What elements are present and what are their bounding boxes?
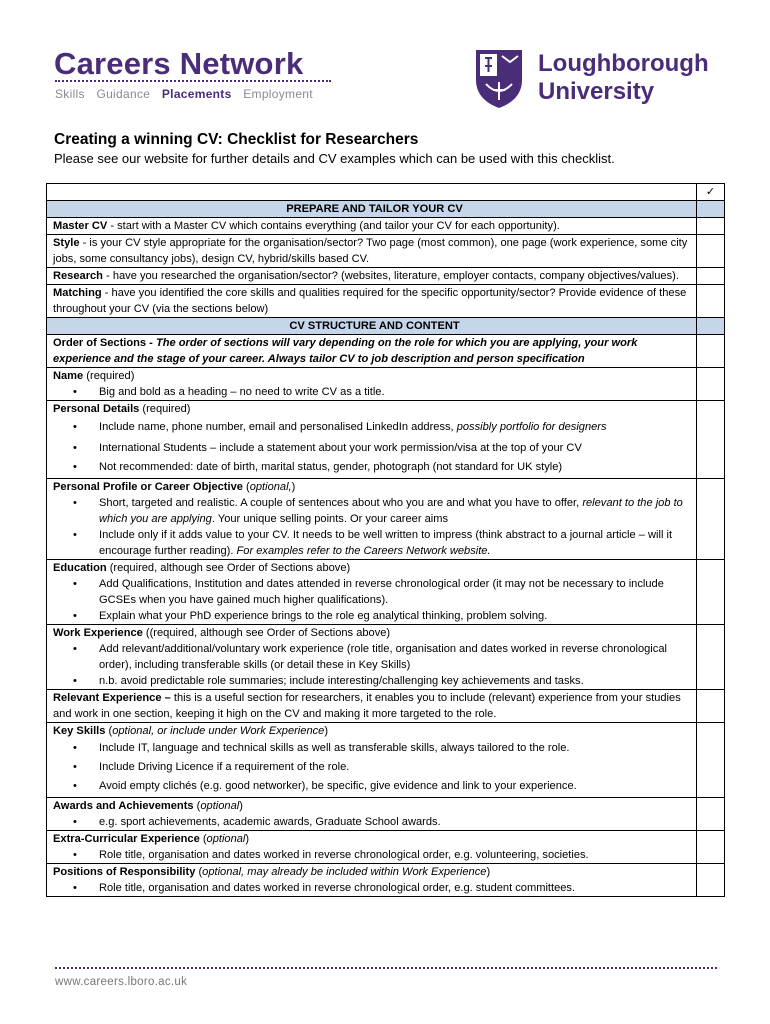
bullet-list	[53, 418, 696, 475]
item-text: (	[105, 725, 113, 737]
bullet-list	[53, 880, 696, 896]
section-tick-cell	[697, 318, 725, 335]
tick-box[interactable]	[697, 479, 725, 560]
tick-box[interactable]	[697, 285, 725, 318]
bullet-list	[53, 384, 696, 400]
item-title: Order of Sections -	[53, 337, 156, 349]
item-text: ((required, although see Order of Sections above)	[142, 627, 391, 639]
bullet-list	[53, 576, 696, 624]
item-personal-details	[47, 401, 697, 479]
list-item: • Big and bold as a heading – no need to write CV as a title.	[53, 384, 696, 400]
section-title-structure: CV STRUCTURE AND CONTENT	[47, 318, 697, 335]
item-text: (	[195, 866, 203, 878]
university-name-line1: Loughborough	[538, 50, 709, 77]
tick-box[interactable]	[697, 831, 725, 864]
item-title: Personal Profile or Career Objective	[53, 481, 243, 493]
tick-box[interactable]	[697, 268, 725, 285]
table-row	[47, 268, 725, 285]
table-row	[47, 479, 725, 560]
item-text: )	[486, 866, 491, 878]
tick-box[interactable]	[697, 690, 725, 723]
tick-box[interactable]	[697, 401, 725, 479]
item-relevant-experience	[47, 690, 697, 723]
list-item-italic: possibly portfolio for designers	[456, 421, 607, 433]
list-item: • Include Driving Licence if a requirement of the role.	[53, 759, 696, 775]
item-italic: optional	[200, 800, 240, 812]
item-positions	[47, 864, 697, 897]
item-text: this is a useful section for researchers, it enables you to include (relevant) experience from your studies and work in one section, keeping it high on the CV and making it more targeted to the role.	[53, 692, 681, 720]
bullet-list	[53, 740, 696, 794]
bullet-list	[53, 814, 696, 830]
document-subtitle: Please see our website for further details and CV examples which can be used with this checklist.	[54, 151, 615, 166]
logo-dotted-rule	[55, 80, 331, 82]
item-title: Work Experience	[53, 627, 143, 639]
item-personal-profile	[47, 479, 697, 560]
tagline-placements: Placements	[161, 87, 232, 101]
list-item: • Role title, organisation and dates worked in reverse chronological order, e.g. student committees.	[53, 880, 696, 896]
table-header-cell	[47, 184, 697, 201]
item-text: (	[193, 800, 201, 812]
footer-dotted-rule	[55, 967, 717, 969]
item-extra-curricular	[47, 831, 697, 864]
item-italic: optional	[206, 833, 246, 845]
tick-box[interactable]	[697, 625, 725, 690]
item-title: Awards and Achievements	[53, 800, 194, 812]
table-header-row	[47, 184, 725, 201]
item-text: (	[199, 833, 207, 845]
item-title: Master CV	[53, 220, 108, 232]
item-text: - start with a Master CV which contains everything (and tailor your CV for each opportunity).	[107, 220, 560, 232]
item-text: - is your CV style appropriate for the organisation/sector? Two page (most common), one page (work experience, some city jobs, some consultancy jobs), design CV, hybrid/skills based CV.	[53, 237, 688, 265]
list-item-text: . Your unique selling points. Or your career aims	[211, 513, 449, 525]
university-name-line2: University	[538, 78, 655, 105]
footer-website-link[interactable]: www.careers.lboro.ac.uk	[55, 976, 188, 988]
cv-checklist-table	[46, 183, 725, 897]
list-item-text: Include name, phone number, email and personalised LinkedIn address,	[99, 421, 457, 433]
list-item	[53, 418, 696, 437]
item-matching	[47, 285, 697, 318]
list-item: • n.b. avoid predictable role summaries; include interesting/challenging key achievements and tasks.	[53, 673, 696, 689]
tagline-guidance: Guidance	[96, 87, 151, 101]
item-text: - have you researched the organisation/sector? (websites, literature, employer contacts, company objectives/values).	[102, 270, 679, 282]
list-item: • Add relevant/additional/voluntary work experience (role title, organisation and dates worked in reverse chronological order), including transferable skills (or detail these in Key Skills)	[53, 641, 696, 673]
tick-box[interactable]	[697, 335, 725, 368]
table-row	[47, 831, 725, 864]
table-row	[47, 285, 725, 318]
tagline-employment: Employment	[243, 87, 313, 101]
bullet-list	[53, 847, 696, 863]
item-title: Positions of Responsibility	[53, 866, 196, 878]
item-key-skills	[47, 723, 697, 798]
table-row	[47, 798, 725, 831]
item-italic: optional, may already be included within Work Experience	[202, 866, 487, 878]
tick-box[interactable]	[697, 723, 725, 798]
list-item-italic: For examples refer to the Careers Network website.	[236, 545, 491, 557]
list-item: • International Students – include a statement about your work permission/visa at the top of your CV	[53, 440, 696, 456]
university-name	[538, 50, 709, 106]
table-row	[47, 218, 725, 235]
table-row	[47, 368, 725, 401]
table-row	[47, 560, 725, 625]
section-tick-cell	[697, 201, 725, 218]
table-row	[47, 235, 725, 268]
item-text: )	[245, 833, 250, 845]
university-shield-icon	[474, 48, 524, 110]
item-name	[47, 368, 697, 401]
table-row	[47, 335, 725, 368]
item-text: (required)	[83, 370, 135, 382]
tick-box[interactable]	[697, 368, 725, 401]
item-work-experience	[47, 625, 697, 690]
bullet-list	[53, 495, 696, 559]
list-item: • e.g. sport achievements, academic awards, Graduate School awards.	[53, 814, 696, 830]
item-text: - have you identified the core skills and qualities required for the specific opportunity/sector? Provide evidence of these throughout your CV (via the sections below)	[53, 287, 687, 315]
item-text: )	[324, 725, 329, 737]
item-title: Key Skills	[53, 725, 106, 737]
item-italic: optional,	[249, 481, 292, 493]
list-item-italic: relevant to the job to which you are applying	[99, 497, 683, 525]
tagline-skills: Skills	[55, 87, 85, 101]
careers-network-logo-text: Careers Network	[54, 46, 304, 81]
list-item-text: Include only if it adds value to your CV. It needs to be well written to impress (think abstract to a journal article – will it encourage further reading).	[99, 529, 673, 557]
list-item: • Role title, organisation and dates worked in reverse chronological order, e.g. volunteering, societies.	[53, 847, 696, 863]
item-research	[47, 268, 697, 285]
list-item: • Not recommended: date of birth, marital status, gender, photograph (not standard for UK style)	[53, 459, 696, 475]
item-style	[47, 235, 697, 268]
item-title: Style	[53, 237, 80, 249]
list-item	[53, 527, 696, 559]
list-item-text: Short, targeted and realistic. A couple of sentences about who you are and what you have to offer,	[99, 497, 583, 509]
table-row	[47, 723, 725, 798]
section-header-row	[47, 318, 725, 335]
list-item: • Avoid empty clichés (e.g. good networker), be specific, give evidence and link to your experience.	[53, 778, 696, 794]
item-text: The order of sections will vary depending on the role for which you are applying, your work experience and the stage of your career. Always tailor CV to job description and person specification	[53, 337, 638, 365]
tick-column-header: ✓	[697, 184, 725, 201]
item-text: (required)	[139, 403, 191, 415]
careers-network-tagline	[55, 87, 321, 101]
tick-box[interactable]	[697, 235, 725, 268]
table-row	[47, 401, 725, 479]
table-row	[47, 864, 725, 897]
item-order-of-sections	[47, 335, 697, 368]
item-title: Research	[53, 270, 103, 282]
item-title: Matching	[53, 287, 102, 299]
tick-box[interactable]	[697, 798, 725, 831]
item-education	[47, 560, 697, 625]
item-text: (	[242, 481, 250, 493]
tick-box[interactable]	[697, 864, 725, 897]
item-master-cv	[47, 218, 697, 235]
page-header	[0, 0, 770, 120]
section-header-row	[47, 201, 725, 218]
list-item: • Add Qualifications, Institution and dates attended in reverse chronological order (it may not be necessary to include GCSEs when you have gained much higher qualifications).	[53, 576, 696, 608]
list-item: • Include IT, language and technical skills as well as transferable skills, always tailored to the role.	[53, 740, 696, 756]
table-row	[47, 625, 725, 690]
table-row	[47, 690, 725, 723]
item-text: )	[239, 800, 243, 812]
item-italic: optional, or include under Work Experience	[112, 725, 325, 737]
item-title: Personal Details	[53, 403, 140, 415]
item-title: Education	[53, 562, 107, 574]
item-text: )	[291, 481, 296, 493]
document-title: Creating a winning CV: Checklist for Researchers	[54, 131, 419, 148]
tick-box[interactable]	[697, 218, 725, 235]
item-title: Name	[53, 370, 84, 382]
tick-box[interactable]	[697, 560, 725, 625]
section-title-prepare: PREPARE AND TAILOR YOUR CV	[47, 201, 697, 218]
item-title: Extra-Curricular Experience	[53, 833, 200, 845]
item-awards	[47, 798, 697, 831]
bullet-list	[53, 641, 696, 689]
list-item: • Explain what your PhD experience brings to the role eg analytical thinking, problem solving.	[53, 608, 696, 624]
item-title: Relevant Experience –	[53, 692, 174, 704]
list-item	[53, 495, 696, 527]
item-text: (required, although see Order of Sections above)	[106, 562, 351, 574]
